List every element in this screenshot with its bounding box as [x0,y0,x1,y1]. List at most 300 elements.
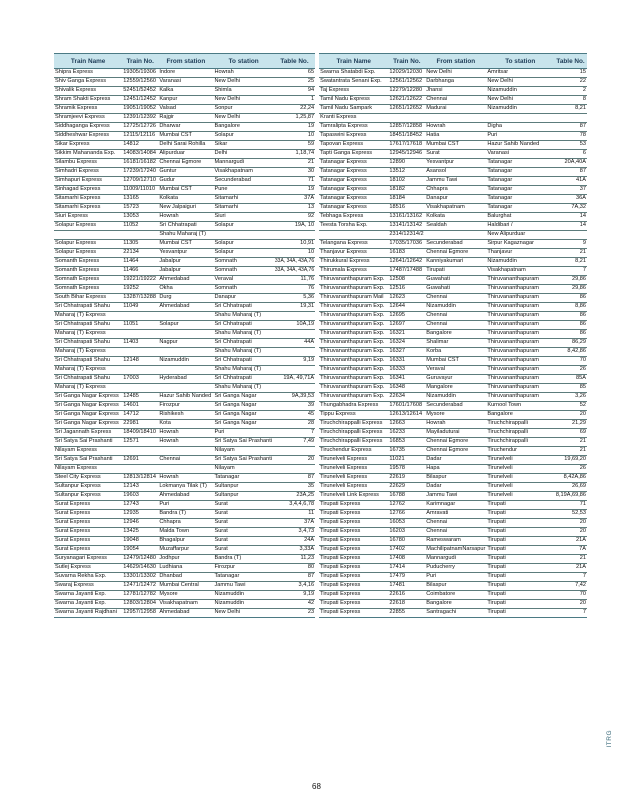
from-station-cell: Hazur Sahib Nanded [158,393,213,402]
to-station-cell: Visakhapatnam [486,267,554,276]
train-name-cell: Tirupati Express [319,537,388,546]
train-no-cell: 13141/13142 [388,222,425,231]
table-row [54,348,315,357]
table-no-cell: 33A, 34A, 43A,76 [274,258,315,267]
table-row [319,78,587,87]
to-station-cell: Tirupati [486,600,554,609]
table-no-cell: 7 [554,267,587,276]
table-row [54,366,315,375]
train-name-cell: Sri Chhatrapati Shahu [54,339,122,348]
table-no-cell: 7A,32 [554,204,587,213]
table-no-cell [274,465,315,474]
table-no-cell: 20 [274,456,315,465]
to-station-cell: Hazur Sahib Nanded [486,141,554,150]
table-row [319,159,587,168]
table-row [319,114,587,123]
table-row [319,294,587,303]
from-station-cell: Delhi Sarai Rohilla [158,141,213,150]
table-row [54,285,315,294]
header-to-station: To station [486,54,554,69]
train-name-cell: Tirunelveli Express [319,465,388,474]
table-no-cell: 86 [554,294,587,303]
train-no-cell: 12663 [388,420,425,429]
table-no-cell: 20 [554,528,587,537]
from-station-cell: Mumbai CST [158,240,213,249]
table-no-cell: 9 [554,240,587,249]
to-station-cell: Tatanagar [486,168,554,177]
table-row [54,105,315,114]
from-station-cell: Puri [158,501,213,510]
to-station-cell: Solapur [213,249,273,258]
to-station-cell: Sri Chhatrapati [213,321,273,330]
train-no-cell: 16203 [388,528,425,537]
train-name-cell: Thiruvananthapuram Exp. [319,348,388,357]
table-row [319,483,587,492]
from-station-cell: Chennai [425,528,486,537]
train-no-cell: 14629/14630 [122,564,158,573]
train-no-cell: 12613/12614 [388,411,425,420]
table-row [319,150,587,159]
to-station-cell: Sri Satya Sai Prashanti [213,456,273,465]
train-name-cell: Thiruvananthapuram Exp. [319,303,388,312]
train-no-cell: 12857/12858 [388,123,425,132]
table-row [54,267,315,276]
train-no-cell: 16321 [388,330,425,339]
train-name-cell: Tatanagar Express [319,204,388,213]
to-station-cell: Thiruvananthapuram [486,357,554,366]
from-station-cell: Alipurduar [158,150,213,159]
table-no-cell: 10A,19 [274,321,315,330]
from-station-cell: Okha [158,285,213,294]
to-station-cell: Delhi [213,150,273,159]
train-name-cell: Telangana Express [319,240,388,249]
train-no-cell: 17035/17036 [388,240,425,249]
from-station-cell: New Delhi [425,69,486,78]
from-station-cell: Rishikesh [158,411,213,420]
table-no-cell: 71 [274,177,315,186]
to-station-cell: Tatanagar [486,204,554,213]
train-no-cell: 16348 [388,384,425,393]
table-no-cell: 44A [274,339,315,348]
table-no-cell: 21 [554,555,587,564]
table-row [54,483,315,492]
train-no-cell: 22981 [122,420,158,429]
train-no-cell: 22618 [388,600,425,609]
table-row [319,312,587,321]
train-no-cell: 22629 [388,483,425,492]
train-name-cell: Thiruvananthapuram Exp. [319,384,388,393]
train-no-cell: 22619 [388,474,425,483]
train-no-cell: 11009/11010 [122,186,158,195]
train-name-cell: Thiruvananthapuram Exp. [319,276,388,285]
table-row [54,186,315,195]
train-no-cell [388,114,425,123]
train-name-cell: Tirupati Express [319,582,388,591]
train-name-cell: Tiruchchirappalli Express [319,420,388,429]
from-station-cell: Solapur [158,321,213,330]
train-name-cell: Tirunelveli Express [319,474,388,483]
table-row [54,447,315,456]
train-no-cell: 12451/12452 [122,96,158,105]
from-station-cell: Kolkata [425,213,486,222]
table-row [54,114,315,123]
table-no-cell: 92 [274,213,315,222]
table-row [54,159,315,168]
to-station-cell: Sri Ganga Nagar [213,402,273,411]
train-name-cell: Tapovan Express [319,141,388,150]
table-no-cell: 33A, 34A, 43A,76 [274,267,315,276]
table-row [319,132,587,141]
to-station-cell: Tatanagar [486,195,554,204]
train-no-cell: 12725/12726 [122,123,158,132]
to-station-cell: Shahu Maharaj (T) [213,312,273,321]
to-station-cell: Sitamarhi [213,195,273,204]
from-station-cell: Chennai [425,519,486,528]
header-table-no: Table No. [274,54,315,69]
to-station-cell: Shahu Maharaj (T) [213,348,273,357]
to-station-cell: New Alipurduar [486,231,554,240]
train-name-cell: Sultanpur Express [54,483,122,492]
table-row [54,510,315,519]
to-station-cell: Nilayam [213,465,273,474]
train-name-cell: Teesta Torsha Exp. [319,222,388,231]
table-no-cell: 19A, 49,71A [274,375,315,384]
table-no-cell: 21 [554,447,587,456]
train-name-cell: Tirupati Express [319,528,388,537]
table-no-cell: 1 [274,96,315,105]
table-row [319,501,587,510]
from-station-cell: Mysore [425,411,486,420]
train-no-cell: 16735 [388,447,425,456]
to-station-cell: Surat [213,528,273,537]
to-station-cell: Sri Chhatrapati [213,357,273,366]
to-station-cell: Tirupati [486,546,554,555]
from-station-cell: Kanpur [158,96,213,105]
from-station-cell: Chennai [425,294,486,303]
from-station-cell [158,312,213,321]
to-station-cell: Siuri [213,213,273,222]
table-no-cell: 5,36 [274,294,315,303]
train-name-cell: Sri Chhatrapati Shahu [54,357,122,366]
train-name-cell: Sri Ganga Nagar Express [54,402,122,411]
from-station-cell: Coimbatore [425,591,486,600]
train-no-cell: 12697 [388,321,425,330]
train-no-cell: 16853 [388,438,425,447]
table-row [319,555,587,564]
to-station-cell: Tirupati [486,537,554,546]
table-no-cell: 19,31 [274,303,315,312]
table-row [319,564,587,573]
table-no-cell: 23A,25 [274,492,315,501]
table-no-cell: 37 [554,186,587,195]
from-station-cell: Nizamuddin [425,393,486,402]
train-no-cell [122,366,158,375]
table-no-cell: 35 [274,483,315,492]
train-no-cell: 11021 [388,456,425,465]
from-station-cell: Chennai [425,321,486,330]
from-station-cell: Kalka [158,87,213,96]
from-station-cell: Ludhiana [158,564,213,573]
table-no-cell: 3,4,4,6,78 [274,501,315,510]
to-station-cell: New Delhi [486,96,554,105]
table-no-cell: 86,29 [554,339,587,348]
train-name-cell: Swatantrata Senani Exp. [319,78,388,87]
to-station-cell: Somnath [213,267,273,276]
train-no-cell: 12623 [388,294,425,303]
table-row [54,96,315,105]
train-name-cell: Somnath Express [54,285,122,294]
table-no-cell: 86 [554,330,587,339]
train-name-cell: Tirupati Express [319,501,388,510]
to-station-cell: Tirupati [486,510,554,519]
train-index-table-left [54,53,315,618]
from-station-cell: Mumbai Central [158,582,213,591]
train-no-cell [122,384,158,393]
from-station-cell: Ahmedabad [158,609,213,618]
table-no-cell: 78 [554,132,587,141]
table-row [54,429,315,438]
train-no-cell: 22634 [388,393,425,402]
table-row [319,231,587,240]
train-no-cell: 19048 [122,537,158,546]
table-row [54,393,315,402]
train-no-cell: 14083/14084 [122,150,158,159]
train-name-cell: Surat Express [54,528,122,537]
table-row [54,474,315,483]
from-station-cell: Bangalore [425,600,486,609]
table-row [319,105,587,114]
train-name-cell: Tiruchchirappalli Express [319,429,388,438]
train-name-cell: Sri Ganga Nagar Express [54,411,122,420]
table-no-cell: 85 [554,384,587,393]
table-no-cell: 94 [274,87,315,96]
from-station-cell: Chennai Egmore [425,438,486,447]
table-no-cell: 19 [274,123,315,132]
train-name-cell: Shipra Express [54,69,122,78]
table-no-cell [274,231,315,240]
table-no-cell: 71 [554,501,587,510]
from-station-cell: Veraval [425,366,486,375]
to-station-cell: Howrah [213,69,273,78]
table-row [319,510,587,519]
table-row [54,411,315,420]
table-no-cell: 22 [554,78,587,87]
train-name-cell: Surat Express [54,537,122,546]
to-station-cell: Shahu Maharaj (T) [213,366,273,375]
to-station-cell: Sri Chhatrapati [213,375,273,384]
train-no-cell: 12148 [122,357,158,366]
train-name-cell: Solapur Express [54,240,122,249]
table-no-cell: 30 [274,168,315,177]
to-station-cell: Sikar [213,141,273,150]
from-station-cell: Chennai Egmore [425,447,486,456]
table-row [54,591,315,600]
train-no-cell: 16181/16182 [122,159,158,168]
to-station-cell: Thiruvananthapuram [486,375,554,384]
train-name-cell: Tippu Express [319,411,388,420]
from-station-cell: Jhansi [425,87,486,96]
table-no-cell: 21,29 [554,420,587,429]
to-station-cell: Thiruvananthapuram [486,366,554,375]
from-station-cell: Guruvayur [425,375,486,384]
train-name-cell: Surat Express [54,510,122,519]
from-station-cell: Kolkata [158,195,213,204]
train-no-cell: 16333 [388,366,425,375]
to-station-cell: Tirunelveli [486,492,554,501]
train-no-cell: 19252 [122,285,158,294]
train-no-cell: 16341 [388,375,425,384]
to-station-cell: Tirunelveli [486,465,554,474]
table-row [319,348,587,357]
table-row [54,582,315,591]
table-no-cell: 70 [554,357,587,366]
to-station-cell: Thiruvananthapuram [486,348,554,357]
table-row [54,177,315,186]
train-no-cell: 12957/12958 [122,609,158,618]
train-name-cell: Tebhaga Express [319,213,388,222]
to-station-cell: Tatanagar [213,474,273,483]
to-station-cell: New Delhi [213,96,273,105]
train-name-cell: Thiruvananthapuram Exp. [319,357,388,366]
train-no-cell: 12945/12946 [388,150,425,159]
train-no-cell: 17408 [388,555,425,564]
train-name-cell: Swarna Jayanti Rajdhani [54,609,122,618]
table-row [319,276,587,285]
from-station-cell: Bilaspur [425,474,486,483]
train-name-cell: Siuri Express [54,213,122,222]
table-no-cell: 36A [554,195,587,204]
from-station-cell: Yesvantpur [158,249,213,258]
from-station-cell [158,465,213,474]
from-station-cell [158,330,213,339]
from-station-cell: Guwahati [425,285,486,294]
to-station-cell: Thanjavur [486,249,554,258]
from-station-cell: Bhagalpur [158,537,213,546]
table-row [319,141,587,150]
train-name-cell: Thiruvananthapuram Exp. [319,393,388,402]
to-station-cell: Thiruvananthapuram [486,321,554,330]
from-station-cell: Visakhapatnam [158,600,213,609]
table-no-cell: 22,24 [274,105,315,114]
train-name-cell: Tirupati Express [319,510,388,519]
train-no-cell: 12561/12562 [388,78,425,87]
table-no-cell: 21A [554,564,587,573]
train-no-cell: 19221/19222 [122,276,158,285]
train-no-cell: 16233 [388,429,425,438]
to-station-cell: Tirupati [486,591,554,600]
header-from-station: From station [425,54,486,69]
train-no-cell: 12029/12030 [388,69,425,78]
train-no-cell: 12762 [388,501,425,510]
table-no-cell: 37A [274,195,315,204]
train-no-cell: 14812 [122,141,158,150]
table-row [54,123,315,132]
train-no-cell: 12143 [122,483,158,492]
train-name-cell: Somnath Express [54,276,122,285]
to-station-cell: Shimla [213,87,273,96]
train-no-cell: 11305 [122,240,158,249]
train-no-cell: 12479/12480 [122,555,158,564]
train-name-cell: Thirumala Express [319,267,388,276]
table-no-cell [554,114,587,123]
train-no-cell: 12115/12116 [122,132,158,141]
to-station-cell: Tatanagar [486,159,554,168]
train-no-cell: 11051 [122,321,158,330]
train-name-cell: Tiruchchirappalli Express [319,438,388,447]
from-station-cell: Dharwar [158,123,213,132]
from-station-cell: Jammu Tawi [425,492,486,501]
train-name-cell: Siddheshwar Express [54,132,122,141]
train-name-cell: Surat Express [54,519,122,528]
table-no-cell: 3,4,73 [274,528,315,537]
table-row [54,384,315,393]
train-name-cell: Simhapuri Express [54,177,122,186]
from-station-cell: Surat [425,150,486,159]
train-name-cell [319,231,388,240]
from-station-cell: Shalimar [425,339,486,348]
to-station-cell: Puri [486,132,554,141]
from-station-cell: Howrah [158,438,213,447]
table-no-cell: 7 [274,429,315,438]
train-no-cell: 16788 [388,492,425,501]
table-row [319,600,587,609]
train-no-cell: 13053 [122,213,158,222]
from-station-cell: Chennai Egmore [425,249,486,258]
from-station-cell: Chhapra [425,186,486,195]
train-name-cell: Sitamarhi Express [54,204,122,213]
train-no-cell [122,348,158,357]
table-no-cell: 20 [554,411,587,420]
from-station-cell: Howrah [158,474,213,483]
train-name-cell: Maharaj (T) Express [54,312,122,321]
from-station-cell: Hatia [425,132,486,141]
to-station-cell: Visakhapatnam [213,168,273,177]
table-no-cell: 13 [274,204,315,213]
train-name-cell: Swaraj Express [54,582,122,591]
from-station-cell: Nagpur [158,339,213,348]
from-station-cell: Kota [158,420,213,429]
train-name-cell: Somanth Express [54,267,122,276]
train-name-cell: Tamil Nadu Express [319,96,388,105]
table-row [54,258,315,267]
to-station-cell: Nizamuddin [486,105,554,114]
side-tab-label: ITRG [606,730,613,748]
table-row [54,501,315,510]
table-no-cell: 24A [274,537,315,546]
train-name-cell: Thiruvananthapuram Exp. [319,375,388,384]
to-station-cell: Shahu Maharaj (T) [213,384,273,393]
train-no-cell: 16327 [388,348,425,357]
table-row [319,537,587,546]
table-no-cell: 11,76 [274,276,315,285]
train-name-cell: Thungabhadra Express [319,402,388,411]
train-name-cell: Suvarna Rekha Exp. [54,573,122,582]
from-station-cell: Danapur [425,195,486,204]
to-station-cell: Nizamuddin [213,600,273,609]
to-station-cell: Thiruvananthapuram [486,294,554,303]
table-no-cell: 7A [554,546,587,555]
train-name-cell: Sri Jagannath Express [54,429,122,438]
table-row [319,168,587,177]
from-station-cell: Bilaspur [425,582,486,591]
from-station-cell: Chhapra [158,519,213,528]
train-name-cell: South Bihar Express [54,294,122,303]
table-row [319,546,587,555]
to-station-cell: Tirunelveli [486,483,554,492]
table-no-cell: 21A [554,537,587,546]
train-no-cell: 13287/13288 [122,294,158,303]
train-no-cell: 12946 [122,519,158,528]
